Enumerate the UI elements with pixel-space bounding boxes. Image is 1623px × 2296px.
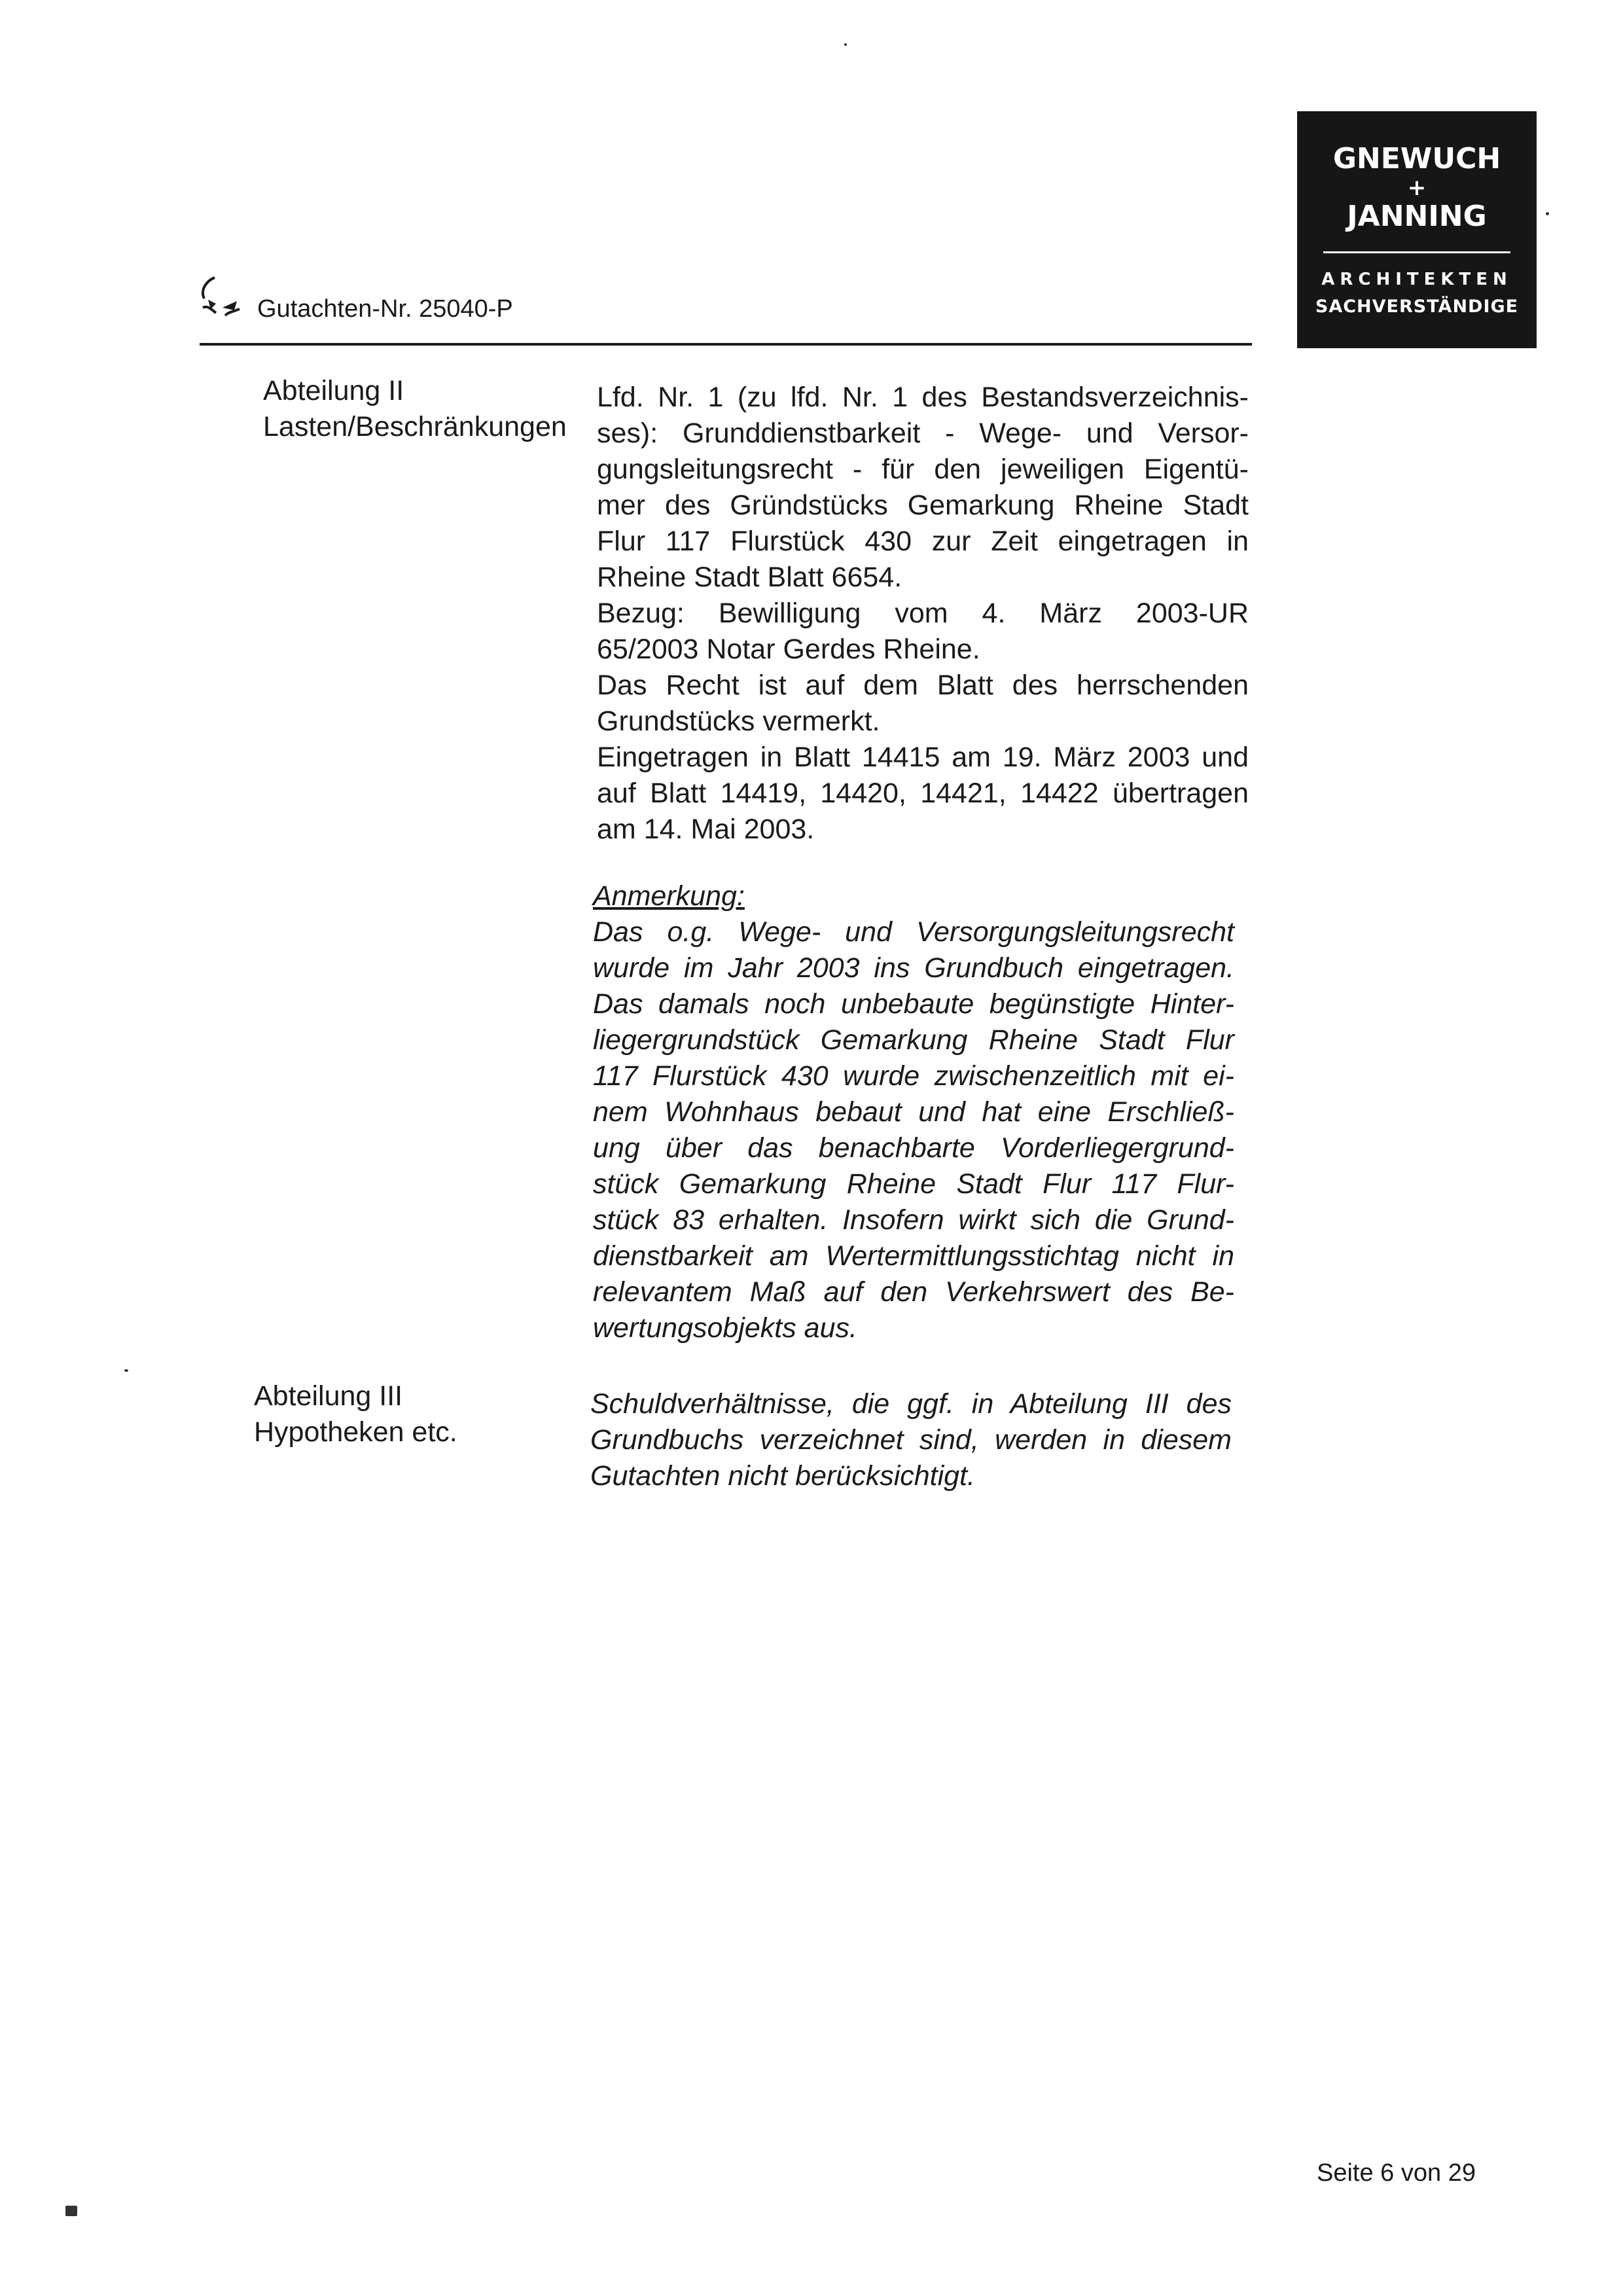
section-2-label-line2: Lasten/Beschränkungen [263,411,567,442]
section-3-line: Gutachten nicht berücksichtigt. [590,1460,975,1492]
entry-line: ses): Grunddienstbarkeit - Wege- und Versor- [597,418,1249,449]
entry-line: Flur 117 Flurstück 430 zur Zeit eingetragen in [597,526,1249,557]
scan-speck [65,2206,77,2216]
section-3-line: Grundbuchs verzeichnet sind, werden in diesem [590,1424,1232,1456]
section-2-label-line1: Abteilung II [263,375,404,406]
note-heading: Anmerkung: [593,880,745,912]
logo-subtitle-architekten: ARCHITEKTEN [1321,270,1512,289]
scan-speck [844,43,847,46]
entry-line: mer des Gründstücks Gemarkung Rheine Stadt [597,490,1249,521]
note-line: 117 Flurstück 430 wurde zwischenzeitlich mit ei- [593,1060,1234,1092]
scan-speck [1546,212,1549,215]
recht-line: Das Recht ist auf dem Blatt des herrschenden [597,670,1249,701]
entry-line: Lfd. Nr. 1 (zu lfd. Nr. 1 des Bestandsverzeichnis- [597,382,1249,413]
logo-subtitle-sachverstaendige: SACHVERSTÄNDIGE [1315,296,1519,317]
eingetragen-line: auf Blatt 14419, 14420, 14421, 14422 übertragen [597,778,1249,809]
note-line: dienstbarkeit am Wertermittlungsstichtag nicht in [593,1240,1234,1272]
section-3-label [254,1378,457,1450]
bezug-line: 65/2003 Notar Gerdes Rheine. [597,634,980,665]
note-line: nem Wohnhaus bebaut und hat eine Erschließ- [593,1096,1234,1128]
section-3-label-line1: Abteilung III [254,1380,403,1412]
entry-line: Rheine Stadt Blatt 6654. [597,562,902,593]
note-line: stück 83 erhalten. Insofern wirkt sich die Grund- [593,1204,1234,1236]
entry-line: gungsleitungsrecht - für den jeweiligen Eigentü- [597,454,1249,485]
section-3-text [590,1386,1232,1494]
note-line: Das o.g. Wege- und Versorgungsleitungsrecht [593,916,1234,948]
letterhead-mark-icon [196,274,250,321]
note-line: stück Gemarkung Rheine Stadt Flur 117 Flur- [593,1168,1234,1200]
page-number: Seite 6 von 29 [1317,2159,1476,2187]
header-rule [200,343,1252,346]
section-3-label-line2: Hypotheken etc. [254,1416,457,1448]
logo-name-line2: JANNING [1347,200,1487,233]
bezug-line: Bezug: Bewilligung vom 4. März 2003-UR [597,598,1249,629]
company-logo [1297,111,1537,348]
scan-speck [124,1369,128,1372]
eingetragen-line: Eingetragen in Blatt 14415 am 19. März 2003 und [597,742,1249,773]
logo-divider [1323,251,1510,253]
note-line: wertungsobjekts aus. [593,1312,857,1344]
section-2-entry [597,380,1249,848]
report-number: Gutachten-Nr. 25040-P [257,295,513,323]
note-line: wurde im Jahr 2003 ins Grundbuch eingetragen. [593,952,1234,984]
section-3-line: Schuldverhältnisse, die ggf. in Abteilung III des [590,1388,1232,1420]
note-line: Das damals noch unbebaute begünstigte Hinter- [593,988,1234,1020]
note-line: ung über das benachbarte Vorderliegergrund- [593,1132,1234,1164]
note-line: relevantem Maß auf den Verkehrswert des Be- [593,1276,1234,1308]
logo-name-line1: GNEWUCH [1332,142,1501,175]
eingetragen-line: am 14. Mai 2003. [597,814,815,845]
section-2-label [263,373,567,445]
logo-plus: + [1407,175,1427,201]
note-line: liegergrundstück Gemarkung Rheine Stadt Flur [593,1024,1234,1056]
section-2-note [593,878,1234,1346]
recht-line: Grundstücks vermerkt. [597,706,880,737]
